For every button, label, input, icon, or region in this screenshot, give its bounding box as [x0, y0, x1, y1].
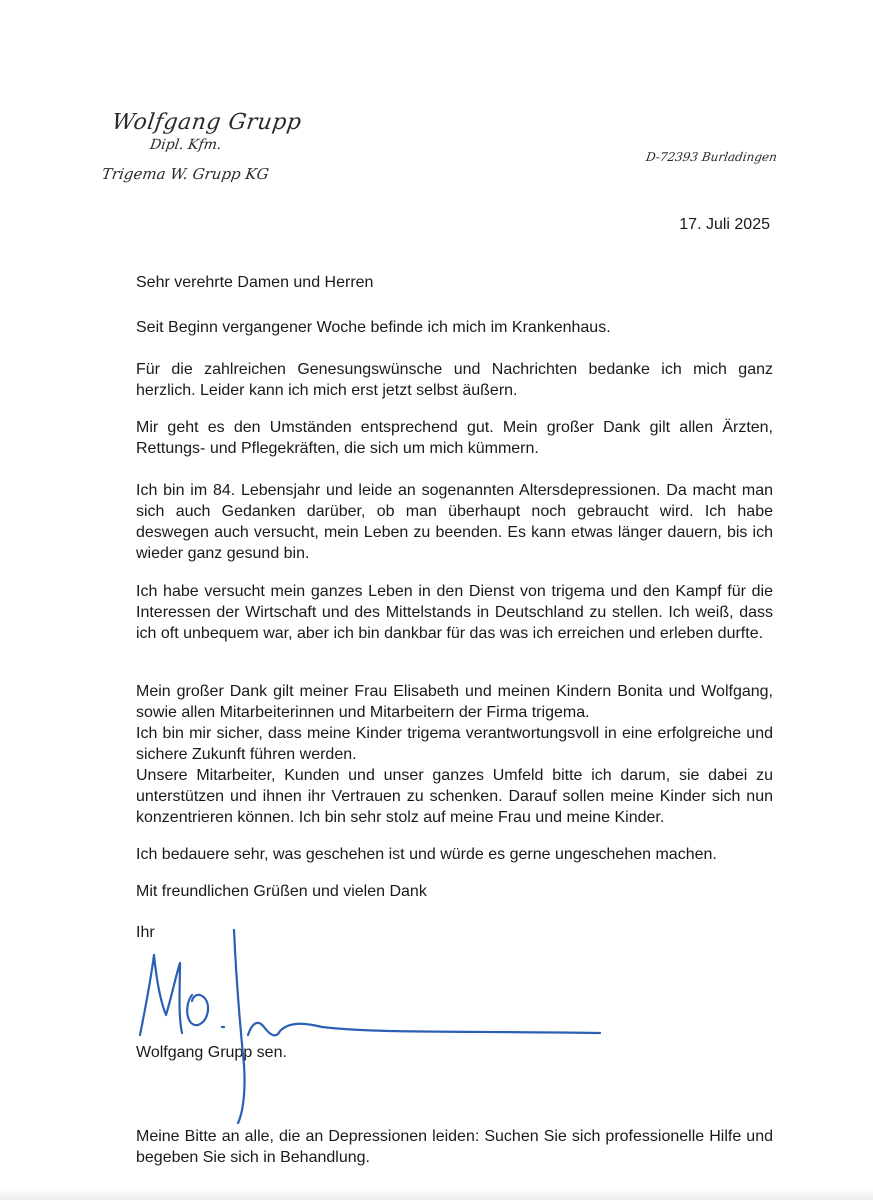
letter-date: 17. Juli 2025: [679, 216, 770, 233]
paragraph-6b: Ich bin mir sicher, dass meine Kinder trigema verantwortungsvoll in eine erfolgreiche und sichere Zukunft führen werden.: [136, 725, 773, 763]
closing-pronoun: Ihr: [136, 924, 155, 941]
letterhead-title: Dipl. Kfm.: [148, 137, 223, 153]
paragraph-6a: Mein großer Dank gilt meiner Frau Elisabeth und meinen Kindern Bonita und Wolfgang, sowie allen Mitarbeiterinnen und Mitarbeitern der Firma trigema.: [136, 683, 773, 721]
signature-stroke-flourish: [234, 930, 600, 1123]
signature-stroke-o: [187, 995, 208, 1025]
paragraph-2: Für die zahlreichen Genesungswünsche und Nachrichten bedanke ich mich ganz herzlich. Leider kann ich mich erst jetzt selbst äußern.: [136, 361, 773, 399]
letterhead-location: D-72393 Burladingen: [645, 150, 778, 164]
letterhead-company: Trigema W. Grupp KG: [100, 165, 270, 183]
closing: Mit freundlichen Grüßen und vielen Dank: [136, 883, 427, 900]
paragraph-1: Seit Beginn vergangener Woche befinde ich mich im Krankenhaus.: [136, 319, 611, 336]
paragraph-4: Ich bin im 84. Lebensjahr und leide an sogenannten Altersdepressionen. Da macht man sich auch Gedanken darüber, ob man überhaupt noch gebraucht wird. Ich habe deswegen auch versucht, mein Leben zu beenden. Es kann etwas länger dauern, bis ich wieder ganz gesund bin.: [136, 482, 773, 562]
paragraph-5: Ich habe versucht mein ganzes Leben in den Dienst von trigema und den Kampf für die Interessen der Wirtschaft und des Mittelstands in Deutschland zu stellen. Ich weiß, dass ich oft unbequem war, aber ich bin dankbar für das was ich erreichen und erleben durfte.: [136, 583, 773, 642]
paragraph-3: Mir geht es den Umständen entsprechend gut. Mein großer Dank gilt allen Ärzten, Rettungs- und Pflegekräften, die sich um mich kümmern.: [136, 419, 773, 457]
letterhead: [100, 110, 312, 183]
letterhead-name: Wolfgang Grupp: [110, 110, 304, 135]
salutation: Sehr verehrte Damen und Herren: [136, 274, 374, 291]
signature-name: Wolfgang Grupp sen.: [136, 1044, 287, 1061]
scan-edge: [0, 1188, 873, 1200]
paragraph-6c: Unsere Mitarbeiter, Kunden und unser ganzes Umfeld bitte ich darum, sie dabei zu unterstützen und ihnen ihr Vertrauen zu schenken. Darauf sollen meine Kinder sich nun konzentrieren können. Ich bin sehr stolz auf meine Frau und meine Kinder.: [136, 767, 773, 826]
final-note: Meine Bitte an alle, die an Depressionen leiden: Suchen Sie sich professionelle Hilfe und begeben Sie sich in Behandlung.: [136, 1128, 773, 1166]
signature-stroke-n: [140, 955, 182, 1035]
signature: [130, 915, 610, 1130]
paragraph-7: Ich bedauere sehr, was geschehen ist und würde es gerne ungeschehen machen.: [136, 846, 717, 863]
